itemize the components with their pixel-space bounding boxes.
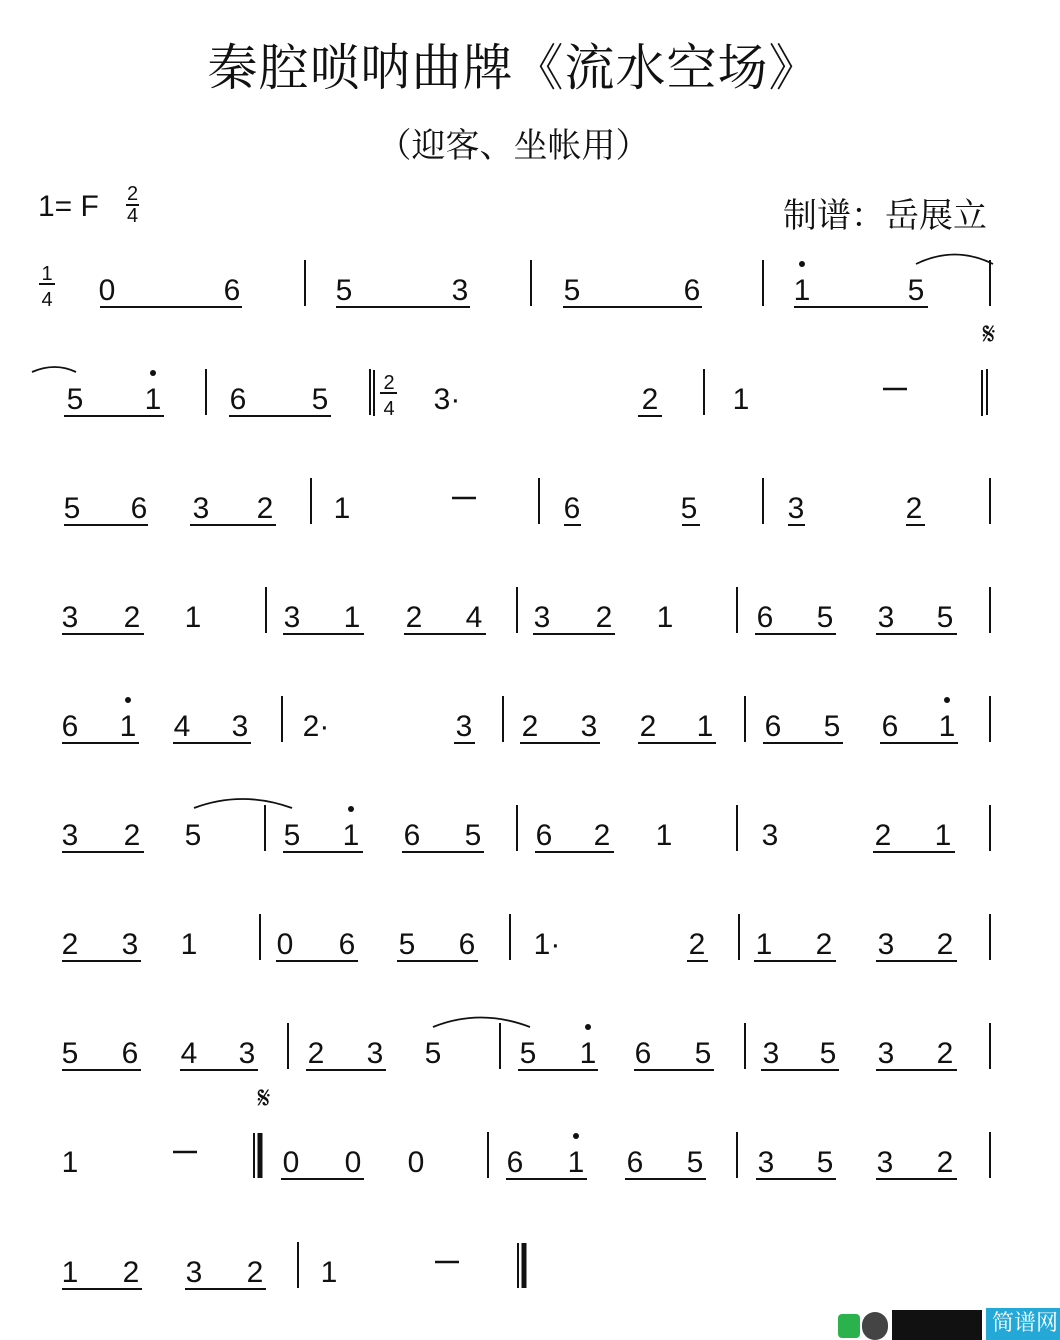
time-signature-denominator: 4 xyxy=(127,205,139,227)
note: 6 xyxy=(626,1146,644,1179)
note: 3 xyxy=(451,274,469,307)
note: 1 xyxy=(579,1037,597,1070)
note: 3 xyxy=(876,1146,894,1179)
note: 6 xyxy=(881,710,899,743)
note: 5 xyxy=(335,274,353,307)
note: 2 xyxy=(123,601,141,634)
note: 1 xyxy=(320,1256,338,1289)
note: 6 xyxy=(535,819,553,852)
note: 6 xyxy=(130,492,148,525)
key-signature: 1= F xyxy=(38,190,99,223)
note: 3 xyxy=(533,601,551,634)
time-signature-numerator: 2 xyxy=(127,183,139,205)
tie-slur xyxy=(433,1018,530,1028)
octave-dot xyxy=(585,1024,591,1030)
note: 5 xyxy=(184,819,202,852)
note: 2· xyxy=(302,710,330,743)
note: 1 xyxy=(696,710,714,743)
note: 5 xyxy=(424,1037,442,1070)
note: 3 xyxy=(877,928,895,961)
note: 3· xyxy=(433,383,461,416)
note: 0 xyxy=(276,928,294,961)
note: 1 xyxy=(655,819,673,852)
note: 1 xyxy=(934,819,952,852)
note: 3 xyxy=(787,492,805,525)
note: 3 xyxy=(238,1037,256,1070)
octave-dot xyxy=(348,806,354,812)
note: 5 xyxy=(816,601,834,634)
note: 1 xyxy=(184,601,202,634)
note: 2 xyxy=(874,819,892,852)
note: 5 xyxy=(283,819,301,852)
note: 5 xyxy=(816,1146,834,1179)
note: 1 xyxy=(119,710,137,743)
note: 3 xyxy=(877,601,895,634)
note: 4 xyxy=(180,1037,198,1070)
note: 6 xyxy=(683,274,701,307)
note: 6 xyxy=(338,928,356,961)
note: 6 xyxy=(229,383,247,416)
note: 3 xyxy=(580,710,598,743)
note: 2 xyxy=(688,928,706,961)
note: 5 xyxy=(680,492,698,525)
note: 2 xyxy=(905,492,923,525)
meter-change-numerator: 1 xyxy=(41,263,53,285)
note: 2 xyxy=(307,1037,325,1070)
note: 5 xyxy=(907,274,925,307)
site-logo-icon xyxy=(838,1314,860,1338)
note: 2 xyxy=(246,1256,264,1289)
note: 6 xyxy=(634,1037,652,1070)
note: 0 xyxy=(282,1146,300,1179)
note: 6 xyxy=(403,819,421,852)
note: 5 xyxy=(819,1037,837,1070)
note: 1 xyxy=(567,1146,585,1179)
note: 1 xyxy=(144,383,162,416)
score-subtitle: （迎客、坐帐用） xyxy=(377,126,650,166)
octave-dot xyxy=(150,370,156,376)
note: 5 xyxy=(66,383,84,416)
note: 6 xyxy=(764,710,782,743)
note: 1 xyxy=(793,274,811,307)
note: 5 xyxy=(686,1146,704,1179)
note: 6 xyxy=(61,710,79,743)
note: 1 xyxy=(732,383,750,416)
tie-slur xyxy=(916,255,993,265)
note: 2 xyxy=(936,928,954,961)
note: 2 xyxy=(61,928,79,961)
redacted-block xyxy=(892,1310,982,1340)
note: 2 xyxy=(815,928,833,961)
note: 3 xyxy=(455,710,473,743)
note: 1 xyxy=(61,1256,79,1289)
note: 3 xyxy=(761,819,779,852)
tie-slur xyxy=(194,799,292,808)
meter-change-denominator: 4 xyxy=(41,289,53,311)
note: 5 xyxy=(823,710,841,743)
note: 2 xyxy=(936,1037,954,1070)
watermark-text: 简谱网 xyxy=(986,1308,1060,1340)
watermark xyxy=(838,1308,1059,1340)
note: 6 xyxy=(121,1037,139,1070)
note: 2 xyxy=(122,1256,140,1289)
octave-dot xyxy=(944,697,950,703)
meter-change-denominator: 4 xyxy=(383,398,395,420)
note: 5 xyxy=(398,928,416,961)
note: 6 xyxy=(223,274,241,307)
note: 2 xyxy=(256,492,274,525)
meter-change-numerator: 2 xyxy=(383,372,395,394)
note: 1 xyxy=(180,928,198,961)
note: 5 xyxy=(61,1037,79,1070)
note: 1· xyxy=(533,928,561,961)
octave-dot xyxy=(799,261,805,267)
note: 5 xyxy=(694,1037,712,1070)
note: 1 xyxy=(656,601,674,634)
note: 6 xyxy=(756,601,774,634)
note: 6 xyxy=(563,492,581,525)
note: 0 xyxy=(344,1146,362,1179)
note: 5 xyxy=(519,1037,537,1070)
note: 2 xyxy=(405,601,423,634)
note: 3 xyxy=(283,601,301,634)
note: 2 xyxy=(639,710,657,743)
note: 3 xyxy=(757,1146,775,1179)
note: 1 xyxy=(61,1146,79,1179)
note: 4 xyxy=(173,710,191,743)
note: 5 xyxy=(311,383,329,416)
note: 0 xyxy=(98,274,116,307)
note: 6 xyxy=(506,1146,524,1179)
note: 2 xyxy=(936,1146,954,1179)
note: 2 xyxy=(641,383,659,416)
note: 4 xyxy=(465,601,483,634)
score-title: 秦腔唢呐曲牌《流水空场》 xyxy=(207,39,820,97)
note: 5 xyxy=(464,819,482,852)
note: 2 xyxy=(123,819,141,852)
note: 1 xyxy=(342,819,360,852)
note: 2 xyxy=(593,819,611,852)
note: 1 xyxy=(333,492,351,525)
note: 0 xyxy=(407,1146,425,1179)
note: 1 xyxy=(938,710,956,743)
mascot-icon xyxy=(862,1312,888,1340)
note: 1 xyxy=(755,928,773,961)
note: 1 xyxy=(343,601,361,634)
note: 3 xyxy=(61,601,79,634)
segno-sign: 𝄋 xyxy=(257,1081,271,1116)
note: 3 xyxy=(185,1256,203,1289)
note: 3 xyxy=(61,819,79,852)
segno-sign: 𝄋 xyxy=(982,317,996,352)
note: 3 xyxy=(366,1037,384,1070)
tie-slur xyxy=(32,367,76,372)
arranger-credit: 制谱：岳展立 xyxy=(783,196,987,236)
note: 3 xyxy=(192,492,210,525)
note: 3 xyxy=(877,1037,895,1070)
note: 2 xyxy=(595,601,613,634)
note: 2 xyxy=(521,710,539,743)
note: 5 xyxy=(63,492,81,525)
note: 3 xyxy=(231,710,249,743)
note: 3 xyxy=(762,1037,780,1070)
note: 5 xyxy=(563,274,581,307)
note: 3 xyxy=(121,928,139,961)
octave-dot xyxy=(125,697,131,703)
note: 6 xyxy=(458,928,476,961)
note: 5 xyxy=(936,601,954,634)
octave-dot xyxy=(573,1133,579,1139)
